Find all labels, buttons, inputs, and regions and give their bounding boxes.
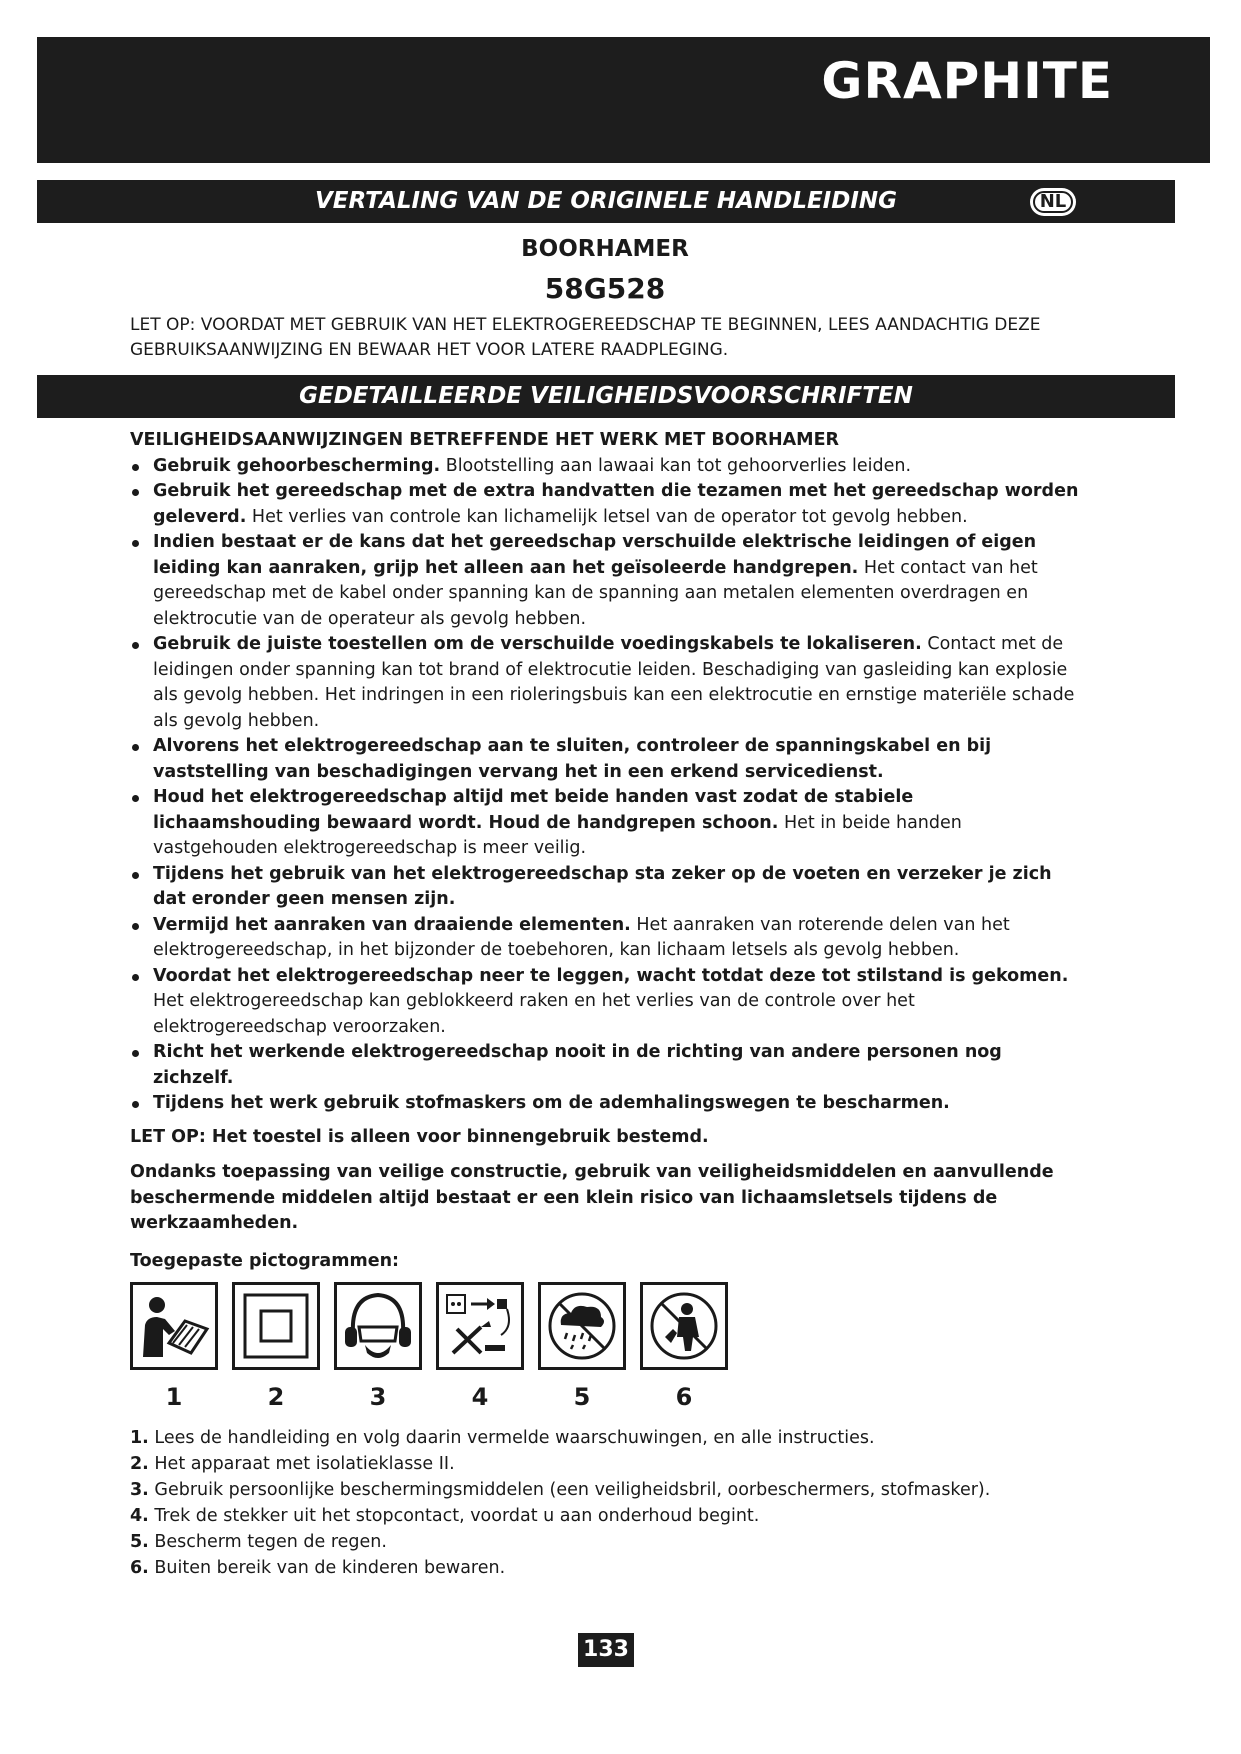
list-item [130, 734, 1085, 785]
rule-bold: Gebruik het gereedschap met de extra handvatten die tezamen met het gereedschap worden geleverd. [153, 481, 1079, 527]
rule-bold: Indien bestaat er de kans dat het gereedschap verschuilde elektrische leidingen of eigen leiding kan aanraken, grijp het alleen aan het geïsoleerde handgrepen. [153, 532, 1037, 578]
rule-text: Het aanraken van roterende delen van het elektrogereedschap, in het bijzonder de toebehoren, kan lichaam letsels als gevolg hebben. [153, 914, 1010, 960]
pictogram-number: 6 [675, 1383, 693, 1411]
rule-text: Contact met de leidingen onder spanning kan tot brand of elektrocutie leiden. Beschadiging van gasleiding kan explosie als gevolg hebben. Het indringen in een rioleringsbuis kan een elektrocutie en ernstige materiële schade als gevolg hebben. [153, 634, 1075, 731]
rule-text: Het contact van het gereedschap met de kabel onder spanning kan de spanning aan metalen elementen overdragen en elektrocutie van de operateur als gevolg hebben. [153, 557, 1038, 629]
legend-item [130, 1477, 1090, 1503]
legend-text: Lees de handleiding en volg daarin vermelde waarschuwingen, en alle instructies. [148, 1428, 875, 1448]
rule-bold: Tijdens het gebruik van het elektrogereedschap sta zeker op de voeten en verzeker je zich dat eronder geen mensen zijn. [153, 863, 1052, 909]
pictogram-number: 4 [471, 1383, 489, 1411]
legend-number: 3. [130, 1480, 149, 1500]
residual-risk-note: Ondanks toepassing van veilige constructie, gebruik van veiligheidsmiddelen en aanvullende beschermende middelen altijd bestaat er een klein risico van lichaamsletsels tijdens de werkzaamheden. [130, 1162, 1054, 1233]
list-item [130, 862, 1085, 913]
unplug-before-maintenance-icon [436, 1282, 524, 1370]
translation-title-band [37, 180, 1175, 223]
legend-number: 2. [130, 1454, 149, 1474]
list-item [130, 454, 1085, 480]
rule-bold: Gebruik de juiste toestellen om de verschuilde voedingskabels te lokaliseren. [153, 634, 922, 654]
legend-text: Het apparaat met isolatieklasse II. [148, 1454, 455, 1474]
pictogram-row [130, 1282, 750, 1382]
pictogram-number: 5 [573, 1383, 591, 1411]
legend-number: 5. [130, 1532, 149, 1552]
rule-text: Het elektrogereedschap kan geblokkeerd raken en het verlies van de controle over het elektrogereedschap veroorzaken. [153, 991, 915, 1037]
indoor-note: LET OP: Het toestel is alleen voor binnengebruik bestemd. [130, 1126, 709, 1147]
list-item [130, 479, 1085, 530]
rule-bold: Houd het elektrogereedschap altijd met beide handen vast zodat de stabiele lichaamshouding bewaard wordt. Houd de handgrepen schoon. [153, 787, 914, 833]
rule-text: Blootstelling aan lawaai kan tot gehoorverlies leiden. [440, 455, 912, 476]
pictogram-number: 1 [165, 1383, 183, 1411]
rule-bold: Voordat het elektrogereedschap neer te leggen, wacht totdat deze tot stilstand is gekomen. [153, 965, 1069, 986]
list-item [130, 1091, 1085, 1117]
safety-band-title: GEDETAILLEERDE VEILIGHEIDSVOORSCHRIFTEN [299, 383, 913, 409]
list-item [130, 530, 1085, 632]
keep-away-from-children-icon [640, 1282, 728, 1370]
translation-title: VERTALING VAN DE ORIGINELE HANDLEIDING [314, 188, 898, 214]
class-ii-insulation-icon [232, 1282, 320, 1370]
brand-logo: GRAPHITE [821, 52, 1113, 110]
read-manual-icon [130, 1282, 218, 1370]
legend-item [130, 1451, 1090, 1477]
legend-item [130, 1555, 1090, 1581]
rule-bold: Richt het werkende elektrogereedschap nooit in de richting van andere personen nog zichzelf. [153, 1042, 1002, 1088]
product-name: BOORHAMER [521, 236, 689, 262]
list-item [130, 964, 1085, 1041]
safety-title-band [37, 375, 1175, 418]
pictogram-number: 2 [267, 1383, 285, 1411]
protect-from-rain-icon [538, 1282, 626, 1370]
rule-bold: Vermijd het aanraken van draaiende elementen. [153, 914, 631, 935]
legend-item [130, 1425, 1090, 1451]
page-number: 133 [578, 1633, 634, 1667]
legend-number: 1. [130, 1428, 149, 1448]
list-item [130, 632, 1085, 734]
language-badge [1030, 188, 1076, 216]
safety-rules-list [130, 454, 1085, 1117]
rule-bold: Alvorens het elektrogereedschap aan te sluiten, controleer de spanningskabel en bij vaststelling van beschadigingen vervang het in een erkend servicedienst. [153, 736, 992, 782]
safety-content [130, 428, 1085, 1274]
pictogram-number: 3 [369, 1383, 387, 1411]
legend-text: Gebruik persoonlijke beschermingsmiddelen (een veiligheidsbril, oorbeschermers, stofmasker). [148, 1480, 991, 1500]
legend-number: 4. [130, 1506, 149, 1526]
rule-text: Het verlies van controle kan lichamelijk letsel van de operator tot gevolg hebben. [246, 506, 968, 527]
legend-item [130, 1503, 1090, 1529]
section-title: VEILIGHEIDSAANWIJZINGEN BETREFFENDE HET WERK MET BOORHAMER [130, 430, 839, 450]
pictogram-legend [130, 1425, 1090, 1581]
legend-item [130, 1529, 1090, 1555]
rule-bold: Gebruik gehoorbescherming. [153, 455, 441, 476]
rule-bold: Tijdens het werk gebruik stofmaskers om de ademhalingswegen te bescharmen. [153, 1093, 950, 1113]
legend-number: 6. [130, 1558, 149, 1578]
product-model: 58G528 [544, 272, 666, 305]
protective-equipment-icon [334, 1282, 422, 1370]
list-item [130, 1040, 1085, 1091]
language-badge-ring [1033, 191, 1073, 213]
legend-text: Bescherm tegen de regen. [148, 1532, 387, 1552]
pictograms-title: Toegepaste pictogrammen: [130, 1250, 400, 1271]
list-item [130, 913, 1085, 964]
legend-text: Buiten bereik van de kinderen bewaren. [148, 1558, 506, 1578]
legend-text: Trek de stekker uit het stopcontact, voordat u aan onderhoud begint. [148, 1506, 760, 1526]
intro-warning: LET OP: VOORDAT MET GEBRUIK VAN HET ELEKTROGEREEDSCHAP TE BEGINNEN, LEES AANDACHTIG DEZE GEBRUIKSAANWIJZING EN BEWAAR HET VOOR LATERE RAADPLEGING. [130, 315, 1041, 360]
language-code: NL [1039, 191, 1067, 212]
rule-text: Het in beide handen vastgehouden elektrogereedschap is meer veilig. [153, 812, 962, 858]
list-item [130, 785, 1085, 862]
